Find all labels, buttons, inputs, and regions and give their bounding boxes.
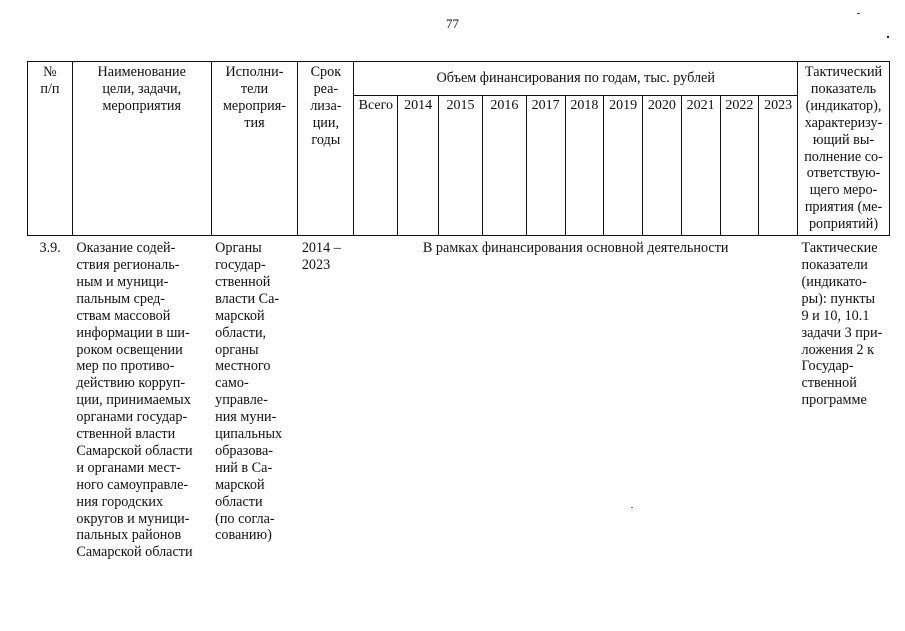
header-year-total: Всего	[354, 95, 398, 235]
header-year-2015: 2015	[439, 95, 483, 235]
header-year-2022: 2022	[720, 95, 759, 235]
header-number: № п/п	[28, 62, 73, 236]
row-executors: Органы государ- ственной власти Са- марской области, органы местного само- управле- ния муни- ципальных образова- ний в Са- марской области (по согла- сованию)	[215, 240, 283, 544]
row-name: Оказание содей- ствия региональ- ным и муници- пальным сред- ствам массовой информации в ши- роком освещении мер по противо- действию корруп- ции, принимаемых органами государ- ственной власти Самарской области и органами мест- ного самоуправле- ния городских округов и муници- пальных районов Самарской области	[76, 240, 193, 561]
row-funding: В рамках финансирования основной деятельности	[422, 240, 729, 257]
header-year-2017: 2017	[526, 95, 565, 235]
program-activities-table	[27, 61, 890, 561]
row-number: 3.9.	[39, 240, 61, 257]
header-indicator: Тактический показатель (индикатор), характеризу- ющий вы- полнение со- ответствую- щего меро- приятия (ме- роприятий)	[798, 62, 890, 236]
header-year-2020: 2020	[643, 95, 682, 235]
header-year-2014: 2014	[398, 95, 439, 235]
header-executors: Исполни- тели мероприя- тия	[211, 62, 298, 236]
scan-speck	[887, 36, 889, 38]
table-row	[28, 236, 890, 562]
header-year-2018: 2018	[565, 95, 604, 235]
header-term: Срок реа- лиза- ции, годы	[298, 62, 354, 236]
scan-speck	[857, 13, 860, 14]
row-indicator: Тактические показатели (индикато- ры): пункты 9 и 10, 10.1 задачи 3 при- ложения 2 к Государ- ственной программе	[801, 240, 883, 409]
page-number: 77	[446, 16, 459, 31]
row-term: 2014 – 2023	[301, 240, 341, 273]
header-year-2019: 2019	[604, 95, 643, 235]
header-year-2021: 2021	[681, 95, 720, 235]
header-year-2016: 2016	[482, 95, 526, 235]
header-year-2023: 2023	[759, 95, 798, 235]
header-funding: Объем финансирования по годам, тыс. рублей	[354, 62, 798, 96]
header-name: Наименование цели, задачи, мероприятия	[72, 62, 211, 236]
